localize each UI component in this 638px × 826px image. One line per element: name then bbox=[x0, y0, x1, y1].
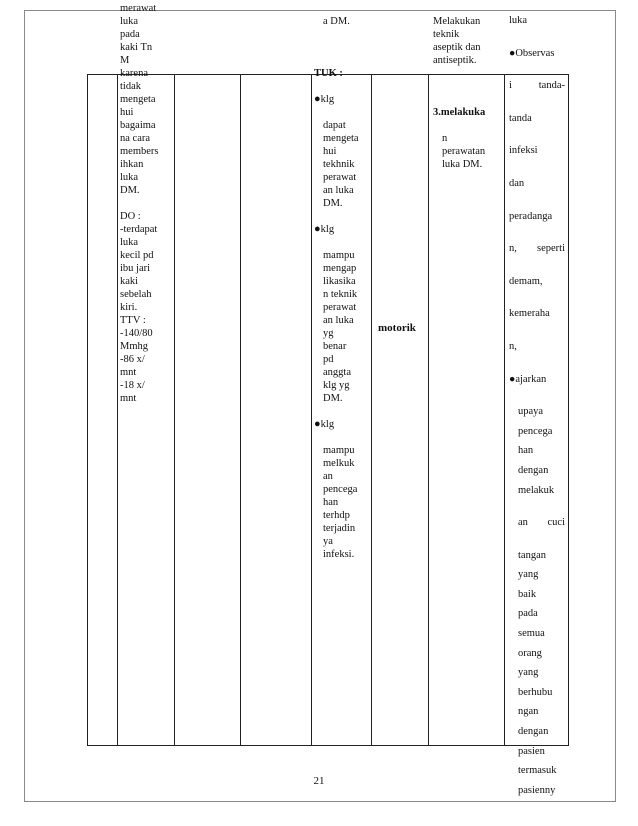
goal-line: a DM. bbox=[323, 16, 350, 27]
page-number: 21 bbox=[313, 775, 325, 787]
text-line: orang bbox=[518, 647, 542, 659]
action-line: ●ajarkan bbox=[509, 373, 547, 385]
column-divider bbox=[371, 75, 372, 745]
text-line: antiseptik. bbox=[433, 55, 477, 66]
text-line: likasika bbox=[323, 276, 356, 287]
text-line: sebelah bbox=[120, 289, 152, 300]
text-line: an luka bbox=[323, 315, 354, 326]
assessment-column bbox=[120, 2, 159, 405]
text-line: tekhnik bbox=[323, 159, 355, 170]
bullet-icon: ● bbox=[314, 223, 321, 235]
text-line: DM. bbox=[323, 393, 343, 404]
text-line: TTV : bbox=[120, 315, 146, 326]
intervention-line: 3.melakuka bbox=[433, 107, 486, 118]
text-line: han bbox=[323, 497, 339, 508]
text-line: hui bbox=[120, 107, 134, 118]
text-line: aseptik dan bbox=[433, 42, 481, 53]
action-line: ●Observas bbox=[509, 47, 555, 59]
goal-bullet-3 bbox=[314, 444, 359, 561]
text-line: perawatan bbox=[442, 146, 486, 157]
action-line: luka bbox=[509, 15, 528, 26]
action-line: dan bbox=[509, 177, 525, 189]
text-line: merawat bbox=[120, 3, 157, 14]
text-line: terjadin bbox=[323, 523, 356, 534]
text-line: pencega bbox=[323, 484, 358, 495]
text-line: luka bbox=[120, 16, 139, 27]
text-line: mampu bbox=[323, 445, 355, 456]
text-line: -86 x/ bbox=[120, 354, 145, 365]
text-line: berhubu bbox=[518, 686, 553, 698]
goal-bullet-1 bbox=[314, 119, 359, 210]
goal-line: klg bbox=[320, 224, 335, 235]
text-line: semua bbox=[518, 628, 545, 640]
text-line: mengap bbox=[323, 263, 357, 274]
text-line: DM. bbox=[120, 185, 140, 196]
text-line bbox=[120, 197, 159, 210]
text-line: yg bbox=[323, 328, 334, 339]
text-line: mnt bbox=[120, 367, 137, 378]
column-divider bbox=[174, 75, 175, 745]
action-line: tanda bbox=[509, 112, 532, 124]
action-line: n, bbox=[509, 340, 517, 352]
action-line: infeksi bbox=[509, 145, 538, 157]
action-line: kemeraha bbox=[509, 308, 550, 320]
text-line: karena bbox=[120, 68, 148, 79]
goal-bullet-2 bbox=[314, 249, 359, 405]
text-line: pd bbox=[323, 354, 334, 365]
goals-column bbox=[314, 2, 359, 574]
text-line: benar bbox=[323, 341, 347, 352]
goal-line: klg bbox=[320, 419, 335, 430]
column-divider bbox=[311, 75, 312, 745]
text-line: pada bbox=[120, 29, 140, 40]
bullet-icon: ● bbox=[314, 418, 321, 430]
text-line: dengan bbox=[518, 464, 549, 476]
text-line: ibu jari bbox=[120, 263, 151, 274]
tuk-heading: TUK : bbox=[314, 68, 343, 79]
action-line: demam, bbox=[509, 275, 543, 287]
text-line: ihkan bbox=[120, 159, 144, 170]
text-line: hui bbox=[323, 146, 337, 157]
column-divider bbox=[117, 75, 118, 745]
text-line: na cara bbox=[120, 133, 151, 144]
action-line: an cuci bbox=[518, 517, 565, 529]
text-line: ngan bbox=[518, 706, 539, 718]
text-line: luka bbox=[120, 172, 139, 183]
text-line: luka bbox=[120, 237, 139, 248]
text-line: dapat bbox=[323, 120, 346, 131]
text-line: pada bbox=[518, 608, 538, 620]
text-line: -18 x/ bbox=[120, 380, 145, 391]
column-divider bbox=[428, 75, 429, 745]
text-line: teknik bbox=[433, 29, 460, 40]
action-line: peradanga bbox=[509, 210, 553, 222]
text-line: yang bbox=[518, 569, 539, 581]
text-line: terhdp bbox=[323, 510, 350, 521]
goal-line: klg bbox=[320, 94, 335, 105]
text-line: Melakukan bbox=[433, 16, 481, 27]
text-line: ya bbox=[323, 536, 333, 547]
text-line: M bbox=[120, 55, 130, 66]
text-line: DO : bbox=[120, 211, 141, 222]
text-line: pasien bbox=[518, 745, 545, 757]
text-line: perawat bbox=[323, 172, 357, 183]
intervention-column bbox=[433, 2, 485, 184]
text-line: pasienny bbox=[518, 784, 556, 796]
text-line: members bbox=[120, 146, 159, 157]
text-line: Mmhg bbox=[120, 341, 149, 352]
text-line: mengeta bbox=[323, 133, 359, 144]
text-line: mnt bbox=[120, 393, 137, 404]
column-divider bbox=[504, 75, 505, 745]
text-line: melakuk bbox=[518, 484, 555, 496]
text-line: melkuk bbox=[323, 458, 355, 469]
text-line: mampu bbox=[323, 250, 355, 261]
text-line: mengeta bbox=[120, 94, 156, 105]
text-line: kaki bbox=[120, 276, 139, 287]
text-line: baik bbox=[518, 588, 537, 600]
text-line: perawat bbox=[323, 302, 357, 313]
action-line: i tanda- bbox=[509, 80, 565, 92]
text-line: upaya bbox=[518, 406, 544, 418]
text-line: kecil pd bbox=[120, 250, 154, 261]
text-line: han bbox=[518, 445, 534, 457]
text-line: dengan bbox=[518, 726, 549, 738]
text-line: tidak bbox=[120, 81, 141, 92]
text-line: n teknik bbox=[323, 289, 358, 300]
text-line: bagaima bbox=[120, 120, 156, 131]
text-line: n bbox=[442, 133, 448, 144]
text-line: kaki Tn bbox=[120, 42, 153, 53]
motorik-label: motorik bbox=[378, 322, 416, 334]
text-line: yang bbox=[518, 667, 539, 679]
text-line: DM. bbox=[323, 198, 343, 209]
bullet-icon: ● bbox=[314, 93, 321, 105]
text-line: termasuk bbox=[518, 765, 557, 777]
text-line: klg yg bbox=[323, 380, 350, 391]
text-line: -terdapat bbox=[120, 224, 158, 235]
text-line: luka DM. bbox=[442, 159, 483, 170]
text-line: anggta bbox=[323, 367, 351, 378]
text-line: infeksi. bbox=[323, 549, 355, 560]
text-line: an luka bbox=[323, 185, 354, 196]
column-divider bbox=[240, 75, 241, 745]
text-line: tangan bbox=[518, 549, 546, 561]
action-line: n, seperti bbox=[509, 243, 565, 255]
text-line: an bbox=[323, 471, 333, 482]
action-column bbox=[509, 0, 565, 815]
text-line: -140/80 bbox=[120, 328, 153, 339]
text-line: kiri. bbox=[120, 302, 138, 313]
text-line: pencega bbox=[518, 425, 553, 437]
